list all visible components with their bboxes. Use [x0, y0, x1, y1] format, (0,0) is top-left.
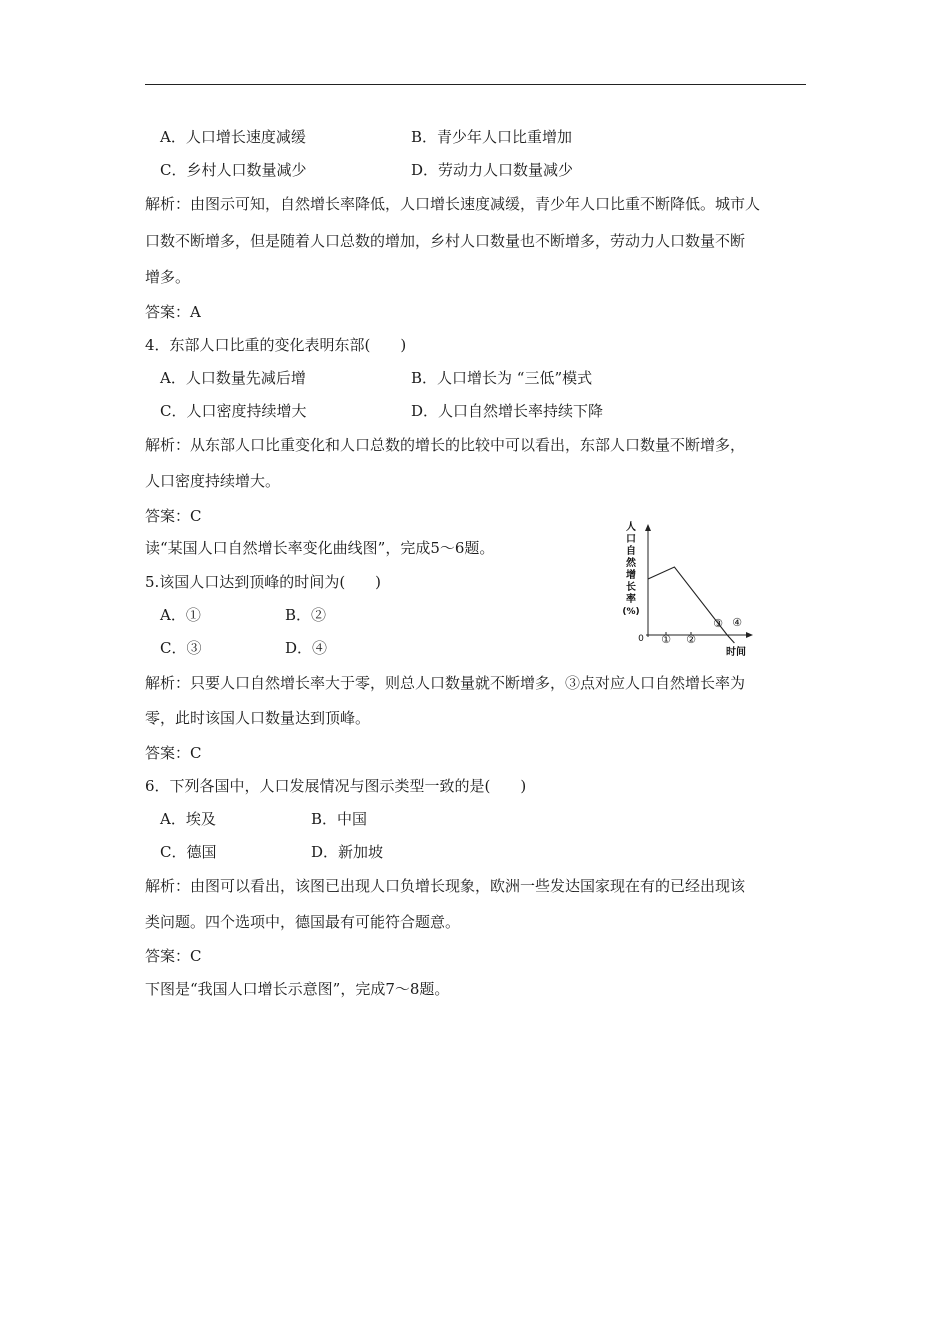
growth-rate-chart-svg	[612, 518, 762, 658]
q5-stem: 5.该国人口达到顶峰的时间为( )	[145, 573, 382, 591]
q3-option-c: C．乡村人口数量减少	[160, 161, 307, 179]
q5-option-a: A．①	[160, 606, 201, 624]
q6-option-c: C．德国	[160, 843, 217, 861]
q6-option-b: B．中国	[311, 810, 368, 828]
q6-analysis-line-2: 类问题。四个选项中，德国最有可能符合题意。	[145, 913, 461, 931]
q6-option-d: D．新加坡	[311, 843, 384, 861]
q3-analysis-line-3: 增多。	[145, 268, 191, 286]
q5-option-b: B．②	[285, 606, 327, 624]
q4-analysis-line-1: 解析：从东部人口比重变化和人口总数的增长的比较中可以看出，东部人口数量不断增多，	[145, 436, 746, 454]
q3-analysis-line-1: 解析：由图示可知，自然增长率降低，人口增长速度减缓，青少年人口比重不断降低。城市人	[145, 195, 761, 213]
time-marker: ②	[686, 633, 696, 646]
q6-answer: 答案：C	[145, 947, 202, 965]
q5-answer: 答案：C	[145, 744, 202, 762]
q5-analysis-line-2: 零，此时该国人口数量达到顶峰。	[145, 709, 371, 727]
time-marker: ④	[732, 616, 742, 629]
q5-option-d: D．④	[285, 639, 328, 657]
y-axis-label-char: 长	[626, 582, 636, 593]
header-rule	[145, 84, 806, 85]
q5-analysis-line-1: 解析：只要人口自然增长率大于零，则总人口数量就不断增多，③点对应人口自然增长率为	[145, 674, 746, 692]
origin-label: 0	[638, 634, 644, 644]
q3-analysis-line-2: 口数不断增多，但是随着人口总数的增加，乡村人口数量也不断增多，劳动力人口数量不断	[145, 232, 746, 250]
y-axis-label-char: 增	[626, 570, 636, 581]
y-axis-label-char: 率	[626, 594, 636, 605]
y-axis-arrow	[645, 524, 651, 531]
y-axis-label-char: 然	[626, 558, 636, 569]
y-axis-label-char: 人	[626, 522, 636, 533]
y-axis-label-char: 口	[626, 534, 636, 545]
x-axis-arrow	[746, 632, 753, 638]
q6-analysis-line-1: 解析：由图可以看出，该图已出现人口负增长现象，欧洲一些发达国家现在有的已经出现该	[145, 877, 746, 895]
q6-option-a: A．埃及	[160, 810, 216, 828]
growth-rate-chart	[612, 518, 762, 658]
q3-option-d: D．劳动力人口数量减少	[411, 161, 574, 179]
q4-stem: 4．东部人口比重的变化表明东部( )	[145, 336, 407, 354]
intro-7-8: 下图是“我国人口增长示意图”，完成7～8题。	[145, 980, 450, 998]
q4-option-b: B．人口增长为 “三低”模式	[411, 369, 593, 387]
q4-option-a: A．人口数量先减后增	[160, 369, 306, 387]
q6-stem: 6．下列各国中，人口发展情况与图示类型一致的是( )	[145, 777, 527, 795]
q4-analysis-line-2: 人口密度持续增大。	[145, 472, 281, 490]
time-marker: ③	[713, 617, 723, 630]
y-axis-unit: (%)	[622, 607, 640, 617]
x-axis-label: 时间	[726, 647, 746, 658]
q4-answer: 答案：C	[145, 507, 202, 525]
y-axis-label-char: 自	[626, 546, 636, 557]
time-marker: ①	[661, 633, 671, 646]
intro-5-6: 读“某国人口自然增长率变化曲线图”，完成5～6题。	[145, 539, 495, 557]
q4-option-c: C．人口密度持续增大	[160, 402, 307, 420]
q3-answer: 答案：A	[145, 303, 201, 321]
q5-option-c: C．③	[160, 639, 202, 657]
q3-option-a: A．人口增长速度减缓	[160, 128, 306, 146]
growth-rate-line	[648, 567, 734, 643]
q3-option-b: B．青少年人口比重增加	[411, 128, 573, 146]
q4-option-d: D．人口自然增长率持续下降	[411, 402, 604, 420]
